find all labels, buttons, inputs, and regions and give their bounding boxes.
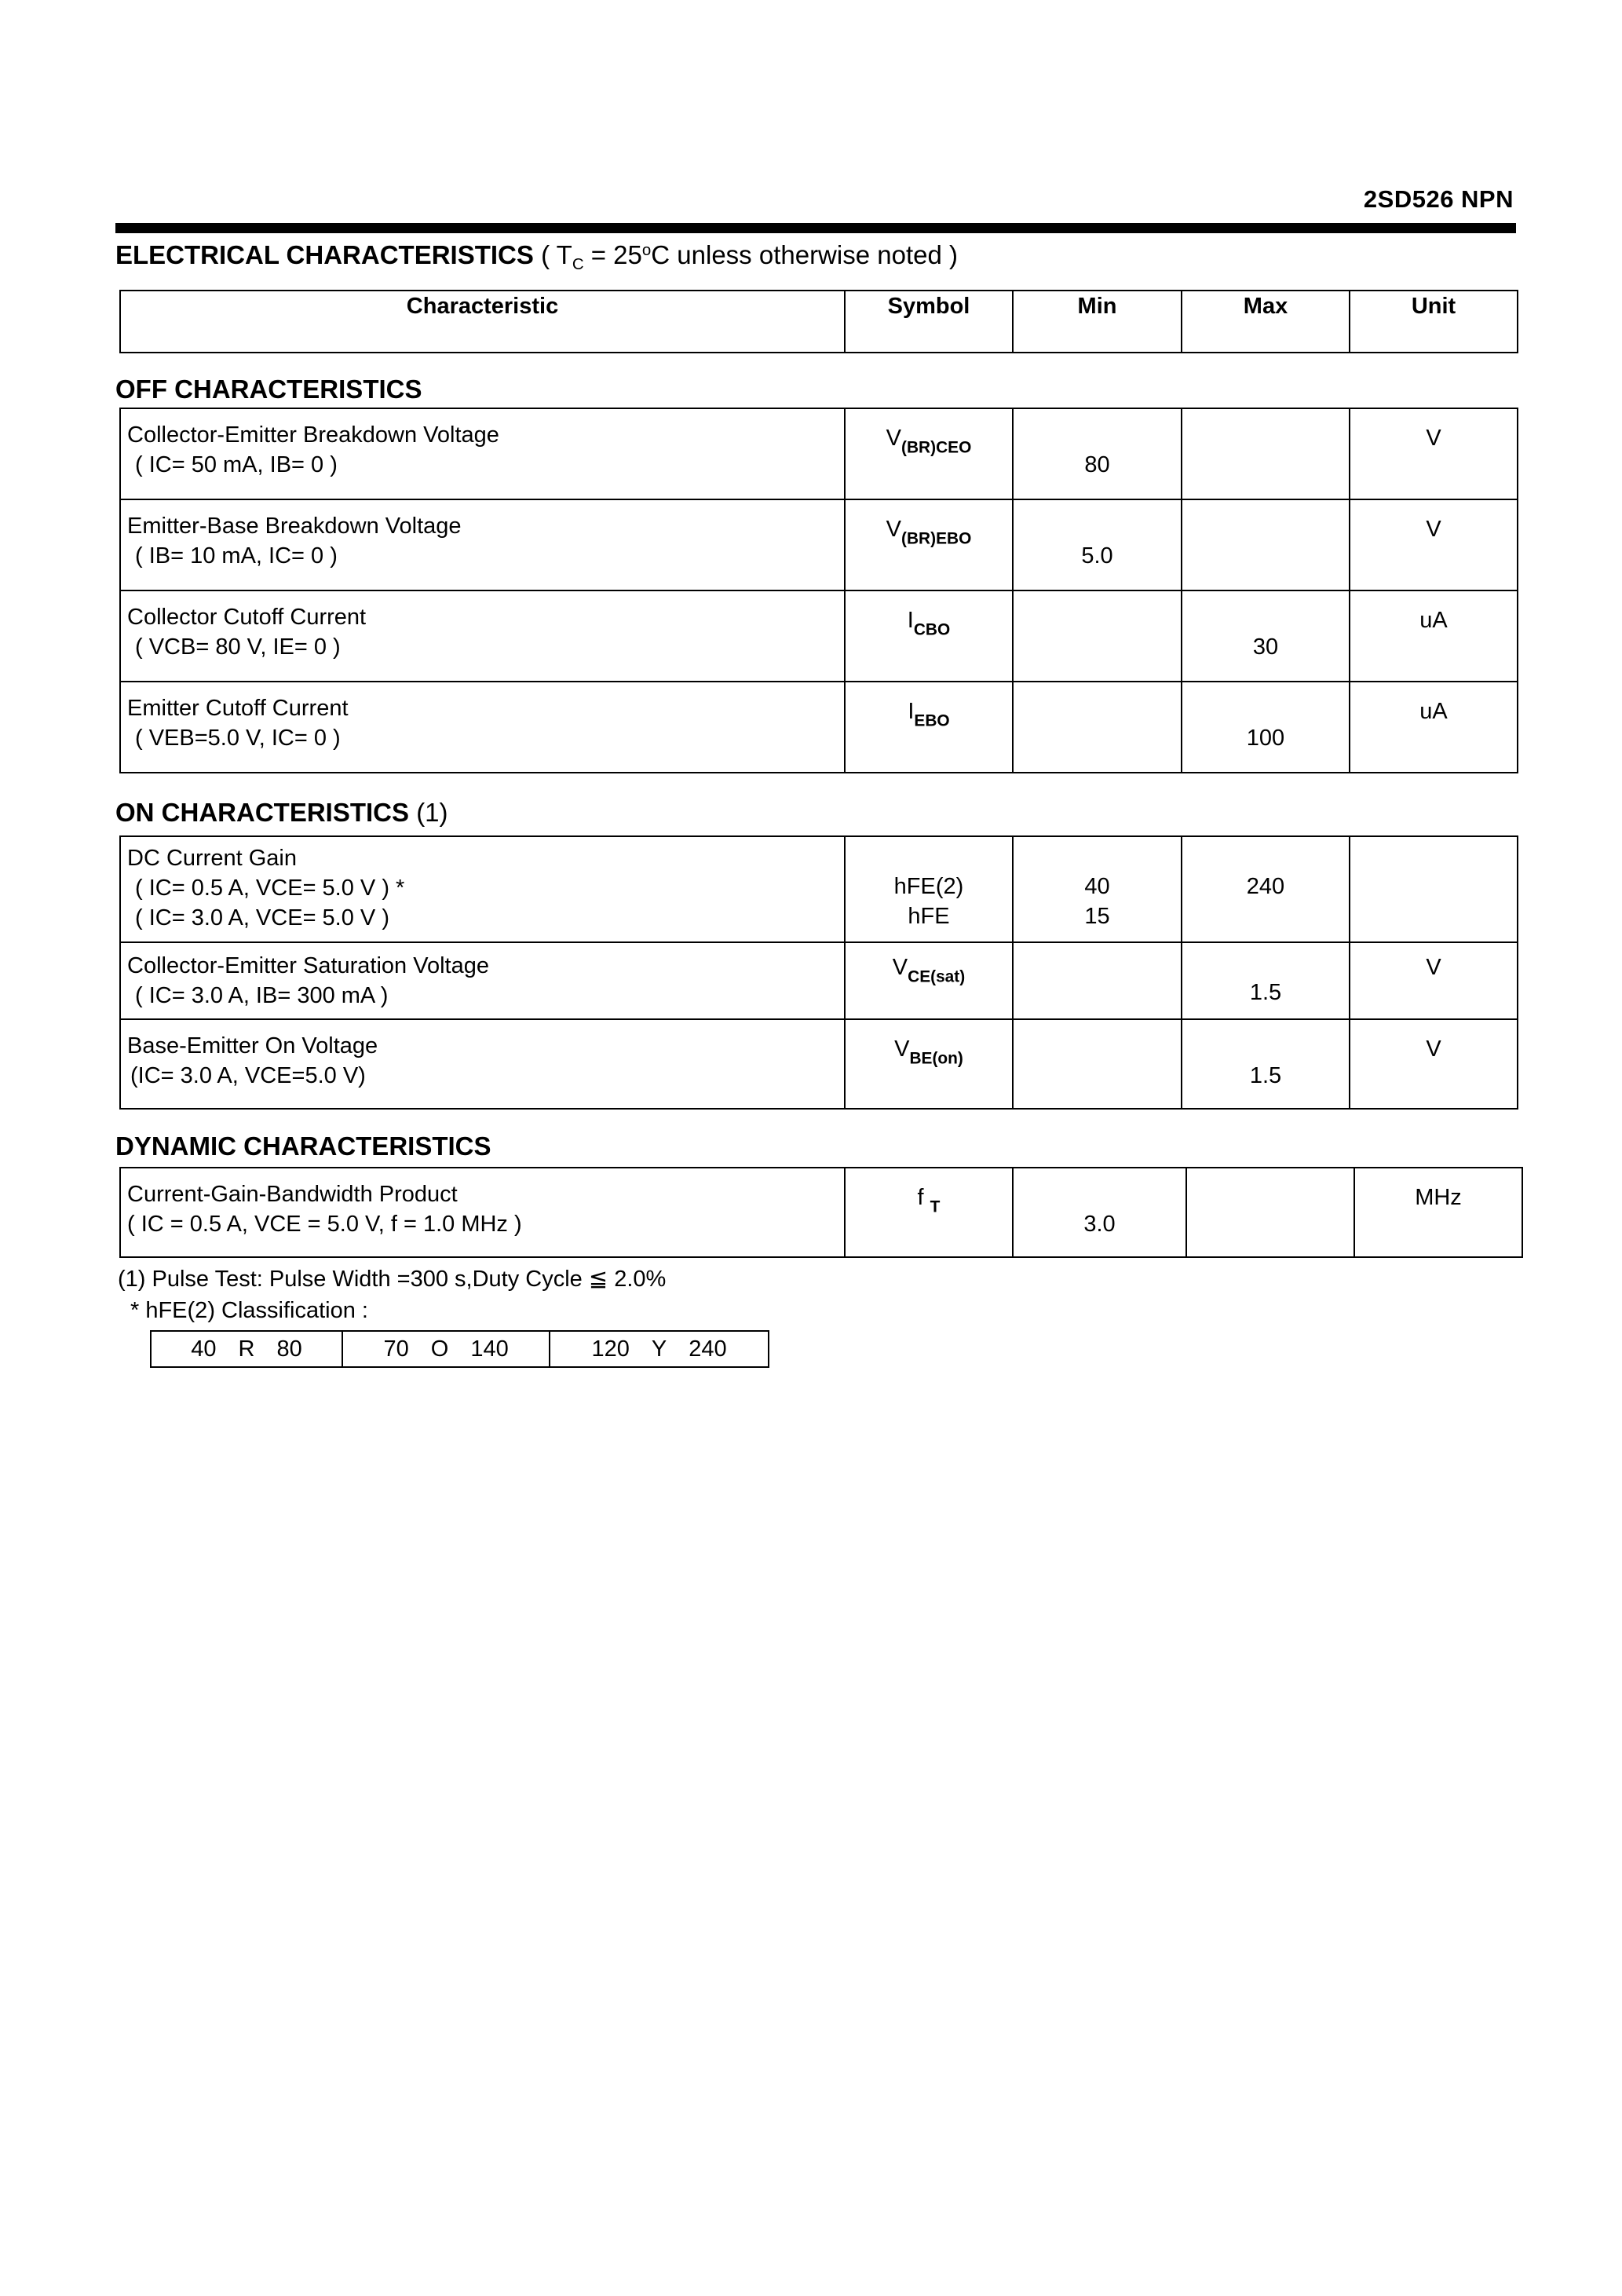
table-row — [120, 499, 1518, 590]
table-row — [120, 942, 1518, 1019]
max-cell: 240 — [1182, 836, 1350, 942]
characteristic-cell — [120, 1168, 845, 1257]
col-min: Min — [1013, 291, 1182, 353]
characteristic-name: Emitter-Base Breakdown Voltage — [127, 514, 462, 539]
table-row — [120, 682, 1518, 773]
classification-cell: 70 O 140 — [342, 1331, 550, 1367]
characteristic-name: Collector-Emitter Saturation Voltage — [127, 953, 489, 978]
max-cell — [1182, 408, 1350, 499]
off-characteristics-title: OFF CHARACTERISTICS — [115, 375, 422, 404]
header-rule — [115, 223, 1516, 233]
test-condition: ( IC= 50 mA, IB= 0 ) — [135, 452, 338, 477]
characteristic-cell — [120, 942, 845, 1019]
characteristic-name: Current-Gain-Bandwidth Product — [127, 1182, 458, 1207]
min-cell — [1013, 942, 1182, 1019]
on-characteristics-table — [119, 835, 1518, 1110]
test-condition: ( IC = 0.5 A, VCE = 5.0 V, f = 1.0 MHz ) — [127, 1212, 522, 1237]
column-header-table — [119, 290, 1518, 353]
col-max: Max — [1182, 291, 1350, 353]
hfe-classification-table — [150, 1330, 769, 1368]
symbol-cell: $V_{CE(sat)}$ — [845, 942, 1013, 1019]
characteristic-cell — [120, 1019, 845, 1109]
classification-cell: 120 Y 240 — [550, 1331, 769, 1367]
col-characteristic: Characteristic — [120, 291, 845, 353]
table-row — [120, 590, 1518, 682]
dynamic-characteristics-table — [119, 1167, 1523, 1258]
unit-cell: MHz — [1354, 1168, 1522, 1257]
pulse-test-note: (1) Pulse Test: Pulse Width =300 s,Duty Cycle ≦ 2.0% — [118, 1267, 667, 1292]
max-cell: 30 — [1182, 590, 1350, 682]
characteristic-cell — [120, 499, 845, 590]
min-cell: 5.0 — [1013, 499, 1182, 590]
symbol-cell: $V_{(BR)CEO}$ — [845, 408, 1013, 499]
unit-cell: V — [1350, 499, 1518, 590]
min-cell — [1013, 682, 1182, 773]
characteristic-name: DC Current Gain — [127, 846, 297, 871]
test-condition: ( VEB=5.0 V, IC= 0 ) — [135, 726, 341, 751]
min-cell — [1013, 1019, 1182, 1109]
characteristic-cell — [120, 682, 845, 773]
max-cell: 100 — [1182, 682, 1350, 773]
test-condition: ( IC= 0.5 A, VCE= 5.0 V ) * — [135, 876, 405, 901]
classification-cell: 40 R 80 — [151, 1331, 342, 1367]
classification-note: * hFE(2) Classification : — [130, 1298, 368, 1323]
symbol-cell: f $_T$ — [845, 1168, 1013, 1257]
test-condition: ( VCB= 80 V, IE= 0 ) — [135, 634, 341, 660]
dynamic-characteristics-title: DYNAMIC CHARACTERISTICS — [115, 1132, 491, 1161]
off-characteristics-table — [119, 408, 1518, 773]
characteristic-cell — [120, 836, 845, 942]
characteristic-name: Emitter Cutoff Current — [127, 696, 349, 721]
symbol-cell: $V_{BE(on)}$ — [845, 1019, 1013, 1109]
min-cell — [1013, 590, 1182, 682]
title-condition: ( $T_C = 25^oC$ unless otherwise noted ) — [541, 240, 958, 274]
symbol-cell: hFE(2) hFE — [845, 836, 1013, 942]
characteristic-name: Collector-Emitter Breakdown Voltage — [127, 422, 499, 448]
col-unit: Unit — [1350, 291, 1518, 353]
symbol-cell: $V_{(BR)EBO}$ — [845, 499, 1013, 590]
test-condition: (IC= 3.0 A, VCE=5.0 V) — [130, 1063, 366, 1088]
test-condition: ( IC= 3.0 A, IB= 300 mA ) — [135, 983, 389, 1008]
unit-cell: V — [1350, 942, 1518, 1019]
characteristic-cell — [120, 590, 845, 682]
table-row — [120, 836, 1518, 942]
table-row — [120, 408, 1518, 499]
table-row — [120, 1019, 1518, 1109]
title-main: ELECTRICAL CHARACTERISTICS — [115, 240, 534, 269]
document-id: 2SD526 NPN — [1363, 185, 1514, 213]
unit-cell: uA — [1350, 682, 1518, 773]
max-cell — [1182, 499, 1350, 590]
min-cell: 3.0 — [1013, 1168, 1186, 1257]
characteristic-name: Base-Emitter On Voltage — [127, 1033, 378, 1058]
unit-cell: uA — [1350, 590, 1518, 682]
col-symbol: Symbol — [845, 291, 1013, 353]
table-row — [120, 1168, 1522, 1257]
max-cell: 1.5 — [1182, 942, 1350, 1019]
unit-cell: V — [1350, 408, 1518, 499]
unit-cell — [1350, 836, 1518, 942]
min-cell: 80 — [1013, 408, 1182, 499]
on-characteristics-title: ON CHARACTERISTICS (1) — [115, 798, 448, 827]
max-cell — [1186, 1168, 1354, 1257]
test-condition: ( IC= 3.0 A, VCE= 5.0 V ) — [135, 905, 389, 930]
max-cell: 1.5 — [1182, 1019, 1350, 1109]
symbol-cell: $I_{CBO}$ — [845, 590, 1013, 682]
unit-cell: V — [1350, 1019, 1518, 1109]
test-condition: ( IB= 10 mA, IC= 0 ) — [135, 543, 338, 569]
min-cell: 40 15 — [1013, 836, 1182, 942]
symbol-cell: $I_{EBO}$ — [845, 682, 1013, 773]
characteristic-name: Collector Cutoff Current — [127, 605, 367, 630]
characteristic-cell — [120, 408, 845, 499]
electrical-characteristics-title — [115, 240, 958, 274]
